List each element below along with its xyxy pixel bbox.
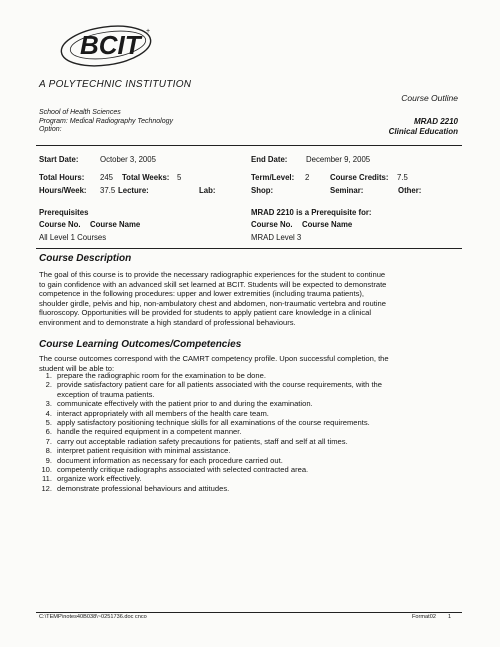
prereq-for-col-course-no: Course No. bbox=[251, 220, 293, 229]
footer-divider bbox=[36, 612, 462, 613]
outcome-number: 6. bbox=[45, 427, 52, 437]
outcomes-heading: Course Learning Outcomes/Competencies bbox=[39, 339, 242, 350]
course-name: Clinical Education bbox=[388, 126, 458, 136]
outcome-item bbox=[39, 465, 459, 474]
total-hours-value: 245 bbox=[100, 173, 114, 182]
outcomes-intro-line: student will be able to: bbox=[39, 363, 115, 373]
outcome-item bbox=[39, 409, 459, 418]
outcome-number: 10. bbox=[41, 465, 52, 475]
total-weeks-value: 5 bbox=[177, 173, 182, 182]
other-label: Other: bbox=[398, 186, 422, 195]
prerequisites-title: Prerequisites bbox=[39, 208, 89, 217]
prereq-col-course-name: Course Name bbox=[90, 220, 141, 229]
hours-week-value: 37.5 bbox=[100, 186, 116, 195]
school-name: School of Health Sciences bbox=[39, 109, 121, 116]
course-description-text bbox=[39, 270, 459, 328]
description-line: competence in the following procedures: upper and lower extremities (including trauma patients), bbox=[39, 289, 365, 299]
outcome-item bbox=[39, 418, 459, 427]
outcome-item bbox=[39, 446, 459, 455]
term-label: Term/Level: bbox=[251, 173, 295, 182]
prereq-divider bbox=[36, 248, 462, 249]
outcome-text: prepare the radiographic room for the examination to be done. bbox=[57, 371, 266, 380]
option-label: Option: bbox=[39, 126, 62, 133]
outcome-item bbox=[39, 456, 459, 465]
outcome-number: 1. bbox=[45, 371, 52, 380]
outcome-text: exception of trauma patients. bbox=[57, 389, 155, 399]
outcomes-list bbox=[39, 371, 459, 493]
prerequisite-for-title: MRAD 2210 is a Prerequisite for: bbox=[251, 208, 372, 217]
end-date-label: End Date: bbox=[251, 155, 288, 164]
description-line: to gain confidence with an advanced skill set learned at BCIT. Students will be expected to demonstrate bbox=[39, 279, 387, 289]
school-block bbox=[39, 109, 173, 135]
course-code: MRAD 2210 bbox=[413, 117, 458, 126]
seminar-label: Seminar: bbox=[330, 186, 364, 195]
lecture-label: Lecture: bbox=[118, 186, 149, 195]
outcome-text: provide satisfactory patient care for all patients associated with the course requirements, with the bbox=[57, 380, 383, 390]
credits-value: 7.5 bbox=[397, 173, 408, 182]
footer-file-path: C:\TEMP\notes40B038\~0251736.doc cnco bbox=[39, 614, 147, 620]
outcome-number: 3. bbox=[45, 399, 52, 409]
description-line: environment and to demonstrate a high standard of professional behaviours. bbox=[39, 317, 296, 327]
outcome-number: 5. bbox=[45, 418, 52, 428]
outcome-text: interact appropriately with all members of the health care team. bbox=[57, 408, 269, 418]
footer-form-id: Format02 bbox=[412, 614, 436, 620]
credits-label: Course Credits: bbox=[330, 173, 389, 182]
outcome-item bbox=[39, 484, 459, 493]
term-value: 2 bbox=[305, 173, 310, 182]
prereq-col-course-no: Course No. bbox=[39, 220, 81, 229]
prereq-value: All Level 1 Courses bbox=[39, 233, 107, 242]
lab-label: Lab: bbox=[199, 186, 216, 195]
outcome-text: apply satisfactory positioning technique skills for all examinations of the course requirements. bbox=[57, 418, 370, 428]
total-hours-label: Total Hours: bbox=[39, 173, 85, 182]
outcome-text: document information as necessary for each procedure carried out. bbox=[57, 455, 283, 465]
outcome-text: handle the required equipment in a competent manner. bbox=[57, 427, 242, 437]
description-line: shoulder girdle, pelvis and hip, non-ambulatory chest and abdomen, non-traumatic vertebra and routine bbox=[39, 298, 386, 308]
outcome-number: 2. bbox=[45, 380, 52, 390]
start-date-label: Start Date: bbox=[39, 155, 79, 164]
outcome-text: demonstrate professional behaviours and attitudes. bbox=[57, 483, 230, 493]
outcome-number: 7. bbox=[45, 436, 52, 446]
outcome-text: carry out acceptable radiation safety precautions for patients, staff and self at all times. bbox=[57, 436, 348, 446]
outcome-text: communicate effectively with the patient prior to and during the examination. bbox=[57, 399, 313, 409]
description-line: The goal of this course is to provide the necessary radiographic experiences for the student to continue bbox=[39, 270, 386, 279]
course-description-heading: Course Description bbox=[39, 253, 132, 264]
shop-label: Shop: bbox=[251, 186, 274, 195]
hours-week-label: Hours/Week: bbox=[39, 186, 87, 195]
prereq-for-value: MRAD Level 3 bbox=[251, 233, 302, 242]
bcit-logo bbox=[58, 20, 158, 72]
logo-text: BCIT bbox=[80, 30, 141, 60]
outcome-text: interpret patient requisition with minimal assistance. bbox=[57, 446, 231, 456]
header-divider bbox=[36, 145, 462, 146]
outcome-number: 4. bbox=[45, 408, 52, 418]
outcome-item bbox=[39, 437, 459, 446]
outcome-item bbox=[39, 380, 459, 399]
outcome-text: competently critique radiographs associated with selected contracted area. bbox=[57, 465, 309, 475]
outcome-number: 8. bbox=[45, 446, 52, 456]
footer-page-number: 1 bbox=[448, 614, 452, 620]
outcome-item bbox=[39, 427, 459, 436]
outcome-number: 9. bbox=[45, 455, 52, 465]
end-date-value: December 9, 2005 bbox=[306, 155, 371, 164]
document-type: Course Outline bbox=[401, 93, 458, 103]
outcome-item bbox=[39, 399, 459, 408]
outcome-number: 12. bbox=[41, 483, 52, 493]
total-weeks-label: Total Weeks: bbox=[122, 173, 170, 182]
svg-text:+: + bbox=[146, 28, 151, 35]
course-title-block bbox=[389, 117, 458, 136]
outcome-item bbox=[39, 371, 459, 380]
description-line: fluoroscopy. Opportunities will be provided for students to apply patient care knowledge in a clinical bbox=[39, 308, 372, 318]
program-name: Program: Medical Radiography Technology bbox=[39, 117, 173, 125]
institution-tagline: A POLYTECHNIC INSTITUTION bbox=[39, 79, 192, 90]
outcomes-intro-line: The course outcomes correspond with the CAMRT competency profile. Upon successful completion, the bbox=[39, 354, 389, 363]
outcome-number: 11. bbox=[42, 474, 52, 484]
prereq-for-col-course-name: Course Name bbox=[302, 220, 353, 229]
outcome-text: organize work effectively. bbox=[57, 474, 142, 484]
outcome-item bbox=[39, 474, 459, 483]
start-date-value: October 3, 2005 bbox=[100, 155, 156, 164]
